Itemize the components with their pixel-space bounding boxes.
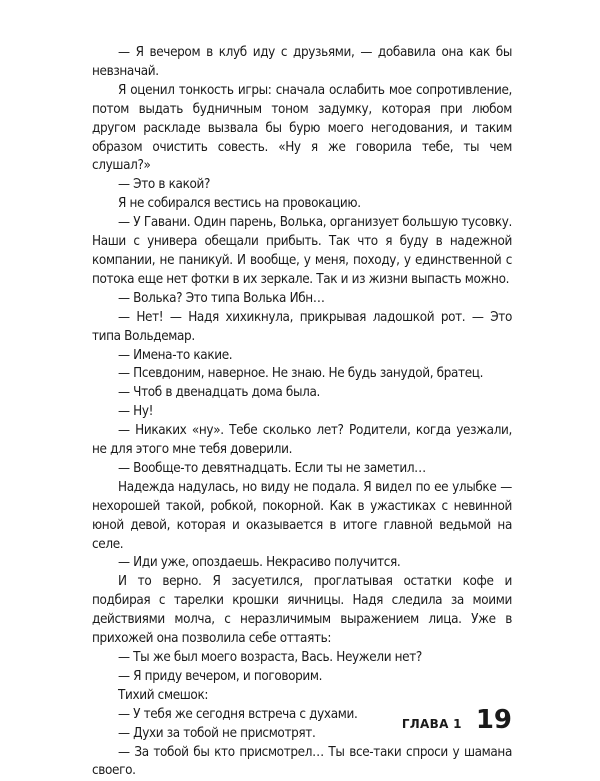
paragraph: И то верно. Я засуетился, проглатывая остатки кофе и подбирая с тарелки крошки яичницы. Надя следила за моими действиями молча, с неразличимым выражением лица. Уже в прихожей она позволила себе оттаять: — [92, 574, 512, 647]
paragraph: — У Гавани. Один парень, Волька, организует большую тусовку. Наши с универа обещали прибыть. Так что я буду в надежной компании, не паникуй. И вообще, у меня, походу, у единственной с потока еще нет фотки в их зеркале. Так и из жизни выпасть можно. — [92, 215, 512, 287]
paragraph: — Чтоб в двенадцать дома была. — [118, 385, 320, 401]
page-number: 19 — [475, 705, 512, 735]
paragraph: — Нет! — Надя хихикнула, прикрывая ладошкой рот. — Это типа Вольдемар. — [92, 309, 512, 344]
paragraph: — За тобой бы кто присмотрел… Ты все-таки спроси у шамана своего. — [92, 744, 512, 779]
chapter-label: ГЛАВА 1 — [401, 717, 462, 731]
paragraph: — Духи за тобой не присмотрят. — [118, 725, 316, 741]
paragraph: — Иди уже, опоздаешь. Некрасиво получится. — [118, 555, 401, 571]
paragraph: — Вообще-то девятнадцать. Если ты не заметил… — [118, 460, 426, 476]
paragraph: — Ну! — [118, 404, 154, 420]
paragraph: — Ты же был моего возраста, Вась. Неужели нет? — [118, 650, 422, 665]
page-footer — [402, 707, 512, 733]
paragraph: — Это в какой? — [118, 177, 211, 193]
paragraph: Надежда надулась, но виду не подала. Я видел по ее улыбке — нехорошей такой, робкой, покорной. Как в ужастиках с невинной юной девой, которая и оказывается в итоге главной ведьмой на селе. — [92, 479, 512, 552]
paragraph: Тихий смешок: — [118, 687, 209, 703]
body-text — [92, 44, 512, 781]
paragraph: — Имена-то какие. — [118, 347, 233, 363]
paragraph: Я оценил тонкость игры: сначала ослабить мое сопротивление, потом выдать будничным тоном задумку, которая при любом другом раскладе вызвала бы бурю моего негодования, и таким образом очистить совесть. «Ну я же говорила тебе, ты чем слушал?» — [92, 82, 512, 174]
paragraph: — Я вечером в клуб иду с друзьями, — добавила она как бы невзначай. — [92, 45, 512, 79]
paragraph: Я не собирался вестись на провокацию. — [118, 196, 361, 212]
paragraph: — У тебя же сегодня встреча с духами. — [118, 706, 358, 722]
paragraph: — Я приду вечером, и поговорим. — [118, 668, 323, 684]
paragraph: — Волька? Это типа Волька Ибн… — [118, 290, 325, 306]
paragraph: — Псевдоним, наверное. Не знаю. Не будь занудой, братец. — [118, 366, 484, 382]
paragraph: — Никаких «ну». Тебе сколько лет? Родители, когда уезжали, не для этого мне тебя доверили. — [92, 423, 512, 458]
